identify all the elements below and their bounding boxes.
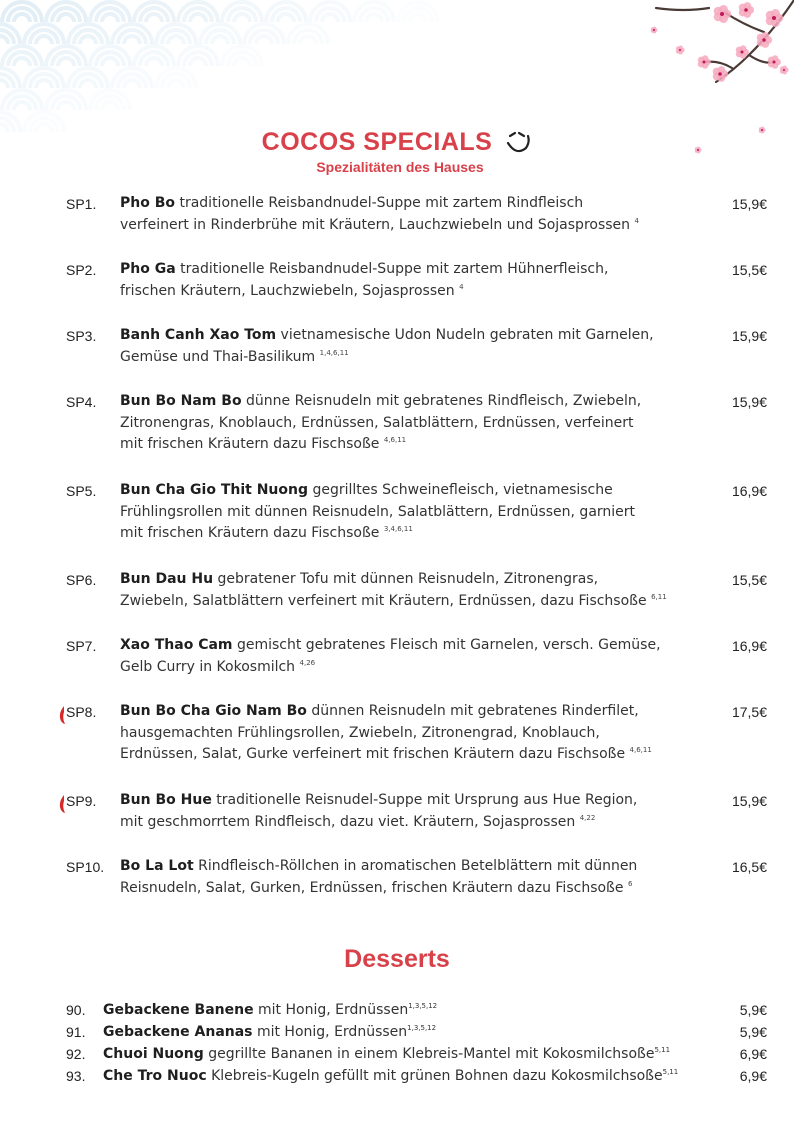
page-subtitle: Spezialitäten des Hauses — [316, 159, 484, 175]
description-line — [120, 413, 710, 435]
page-title: COCOS SPECIALS — [261, 127, 493, 156]
item-number: 91. — [66, 1024, 86, 1040]
allergen-codes: 6 — [627, 879, 633, 888]
description-text: mit Honig, Erdnüssen — [256, 1024, 408, 1040]
description-line — [120, 434, 710, 456]
allergen-codes: 4 — [459, 282, 464, 291]
description-text: gemischt gebratenes Fleisch mit Garnelen, versch. Gemüse, — [236, 637, 661, 653]
description-text: Rindfleisch-Röllchen in aromatischen Betelblättern mit dünnen — [198, 858, 638, 874]
description-line — [120, 193, 710, 215]
description-line — [120, 259, 710, 281]
description-line — [120, 325, 710, 347]
description-line — [120, 569, 710, 591]
allergen-codes: 4,22 — [579, 813, 596, 822]
item-name: Gebackene Banene — [103, 1002, 254, 1018]
dessert-item — [0, 1000, 794, 1022]
allergen-codes: 3,4,6,11 — [383, 525, 413, 533]
allergen-codes: 1,3,5,12 — [407, 1024, 437, 1032]
item-price: 15,5€ — [731, 262, 767, 278]
item-name: Bo La Lot — [120, 858, 194, 874]
item-price: 6,9€ — [739, 1046, 767, 1062]
item-name: Pho Bo — [120, 195, 176, 211]
item-name: Xao Thao Cam — [120, 637, 233, 653]
item-price: 15,9€ — [731, 793, 767, 809]
item-code: SP4. — [66, 394, 97, 410]
description-line — [120, 878, 710, 900]
description-text: verfeinert in Rinderbrühe mit Kräutern, Lauchzwiebeln und Sojasprossen — [120, 216, 631, 233]
description-text: dünnen Reisnudeln mit gebratenes Rinderfilet, — [311, 703, 639, 719]
item-name: Bun Bo Cha Gio Nam Bo — [120, 703, 307, 719]
description-line — [120, 812, 710, 834]
description-line — [120, 347, 710, 369]
item-code: SP9. — [66, 793, 97, 809]
item-description — [120, 480, 710, 545]
item-description — [120, 259, 710, 302]
item-code: SP7. — [66, 638, 97, 654]
description-line — [120, 635, 710, 657]
description-text: gegrillte Bananen in einem Klebreis-Mantel mit Kokosmilchsoße — [208, 1046, 655, 1062]
description-text: Erdnüssen, Salat, Gurke verfeinert mit frischen Kräutern dazu Fischsoße — [120, 746, 626, 762]
description-text: traditionelle Reisbandnudel-Suppe mit zartem Rindfleisch — [179, 195, 584, 211]
item-name: Banh Canh Xao Tom — [120, 327, 277, 343]
description-text: traditionelle Reisbandnudel-Suppe mit zartem Hühnerfleisch, — [180, 261, 609, 277]
description-text: Gelb Curry in Kokosmilch — [120, 658, 296, 675]
description-line — [120, 391, 710, 413]
description-text: traditionelle Reisnudel-Suppe mit Ursprung aus Hue Region, — [216, 792, 638, 808]
header — [0, 126, 794, 175]
item-description — [120, 391, 710, 456]
description-text: mit frischen Kräutern dazu Fischsoße — [120, 525, 380, 541]
item-code: SP6. — [66, 572, 97, 588]
item-name: Chuoi Nuong — [103, 1046, 204, 1062]
description-text: Klebreis-Kugeln gefüllt mit grünen Bohnen dazu Kokosmilchsoße — [211, 1068, 663, 1084]
item-description — [120, 569, 710, 612]
item-price: 15,9€ — [731, 394, 767, 410]
description-text: Frühlingsrollen mit dünnen Reisnudeln, Salatblättern, Erdnüssen, garniert — [120, 503, 636, 520]
allergen-codes: 4 — [634, 216, 639, 225]
item-description — [120, 701, 710, 766]
item-name: Che Tro Nuoc — [103, 1068, 207, 1084]
item-number: 93. — [66, 1068, 86, 1084]
allergen-codes: 4,6,11 — [383, 436, 407, 444]
item-description — [103, 1022, 436, 1042]
allergen-codes: 1,4,6,11 — [319, 348, 349, 357]
description-line — [120, 591, 710, 613]
item-name: Bun Bo Nam Bo — [120, 393, 242, 409]
description-line — [120, 502, 710, 524]
allergen-codes: 6,11 — [651, 592, 667, 601]
description-text: frischen Kräutern, Lauchzwiebeln, Sojasprossen — [120, 282, 455, 299]
allergen-codes: 1,3,5,12 — [408, 1002, 438, 1010]
description-line — [120, 523, 710, 545]
description-line — [120, 790, 710, 812]
description-text: Gemüse und Thai-Basilikum — [120, 348, 316, 365]
item-description — [120, 856, 710, 899]
allergen-codes: 4,26 — [299, 658, 316, 667]
description-line — [120, 281, 710, 303]
item-price: 5,9€ — [739, 1024, 767, 1040]
allergen-codes: 5,11 — [662, 1068, 679, 1076]
description-text: Zitronengras, Knoblauch, Erdnüssen, Salatblättern, Erdnüssen, verfeinert — [120, 414, 634, 431]
item-description — [120, 790, 710, 833]
description-text: vietnamesische Udon Nudeln gebraten mit Garnelen, — [280, 327, 654, 343]
item-price: 15,5€ — [731, 572, 767, 588]
item-price: 16,9€ — [731, 483, 767, 499]
allergen-codes: 4,6,11 — [629, 746, 652, 754]
description-text: mit geschmorrtem Rindfleisch, dazu viet. Kräutern, Sojasprossen — [120, 813, 576, 830]
dessert-item — [0, 1066, 794, 1088]
item-price: 5,9€ — [739, 1002, 767, 1018]
description-line — [120, 744, 710, 766]
item-description — [120, 635, 710, 678]
description-line — [120, 856, 710, 878]
item-code: SP2. — [66, 262, 97, 278]
item-code: SP5. — [66, 483, 97, 499]
item-price: 17,5€ — [731, 704, 767, 720]
desserts-list — [0, 1000, 794, 1088]
item-name: Bun Cha Gio Thit Nuong — [120, 482, 308, 498]
description-text: gebratener Tofu mit dünnen Reisnudeln, Zitronengras, — [217, 571, 599, 587]
item-price: 15,9€ — [731, 328, 767, 344]
item-name: Bun Dau Hu — [120, 571, 214, 587]
description-line — [120, 215, 710, 237]
description-line — [120, 657, 710, 679]
item-description — [103, 1000, 437, 1020]
item-number: 92. — [66, 1046, 86, 1062]
description-text: gegrilltes Schweinefleisch, vietnamesische — [312, 482, 613, 498]
dessert-item — [0, 1044, 794, 1066]
item-code: SP1. — [66, 196, 97, 212]
dessert-item — [0, 1022, 794, 1044]
description-line — [120, 480, 710, 502]
item-price: 16,9€ — [731, 638, 767, 654]
item-name: Gebackene Ananas — [103, 1024, 253, 1040]
item-description — [120, 193, 710, 236]
item-code: SP8. — [66, 704, 97, 720]
item-name: Bun Bo Hue — [120, 792, 212, 808]
description-line — [120, 723, 710, 745]
desserts-heading: Desserts — [344, 945, 450, 973]
description-text: Zwiebeln, Salatblättern verfeinert mit Kräutern, Erdnüssen, dazu Fischsoße — [120, 592, 647, 609]
item-price: 16,5€ — [731, 859, 767, 875]
item-code: SP10. — [66, 859, 105, 875]
description-text: hausgemachten Frühlingsrollen, Zwiebeln, Zitronengrad, Knoblauch, — [120, 724, 600, 741]
item-code: SP3. — [66, 328, 97, 344]
item-number: 90. — [66, 1002, 86, 1018]
description-text: mit frischen Kräutern dazu Fischsoße — [120, 436, 380, 452]
allergen-codes: 5,11 — [654, 1046, 671, 1054]
item-description — [103, 1066, 678, 1086]
item-name: Pho Ga — [120, 261, 176, 277]
description-text: Reisnudeln, Salat, Gurken, Erdnüssen, frischen Kräutern dazu Fischsoße — [120, 879, 624, 896]
item-description — [103, 1044, 670, 1064]
item-description — [120, 325, 710, 368]
description-line — [120, 701, 710, 723]
item-price: 6,9€ — [739, 1068, 767, 1084]
item-price: 15,9€ — [731, 196, 767, 212]
description-text: dünne Reisnudeln mit gebratenes Rindfleisch, Zwiebeln, — [246, 393, 642, 409]
description-text: mit Honig, Erdnüssen — [258, 1002, 409, 1018]
smiley-icon — [502, 126, 532, 158]
